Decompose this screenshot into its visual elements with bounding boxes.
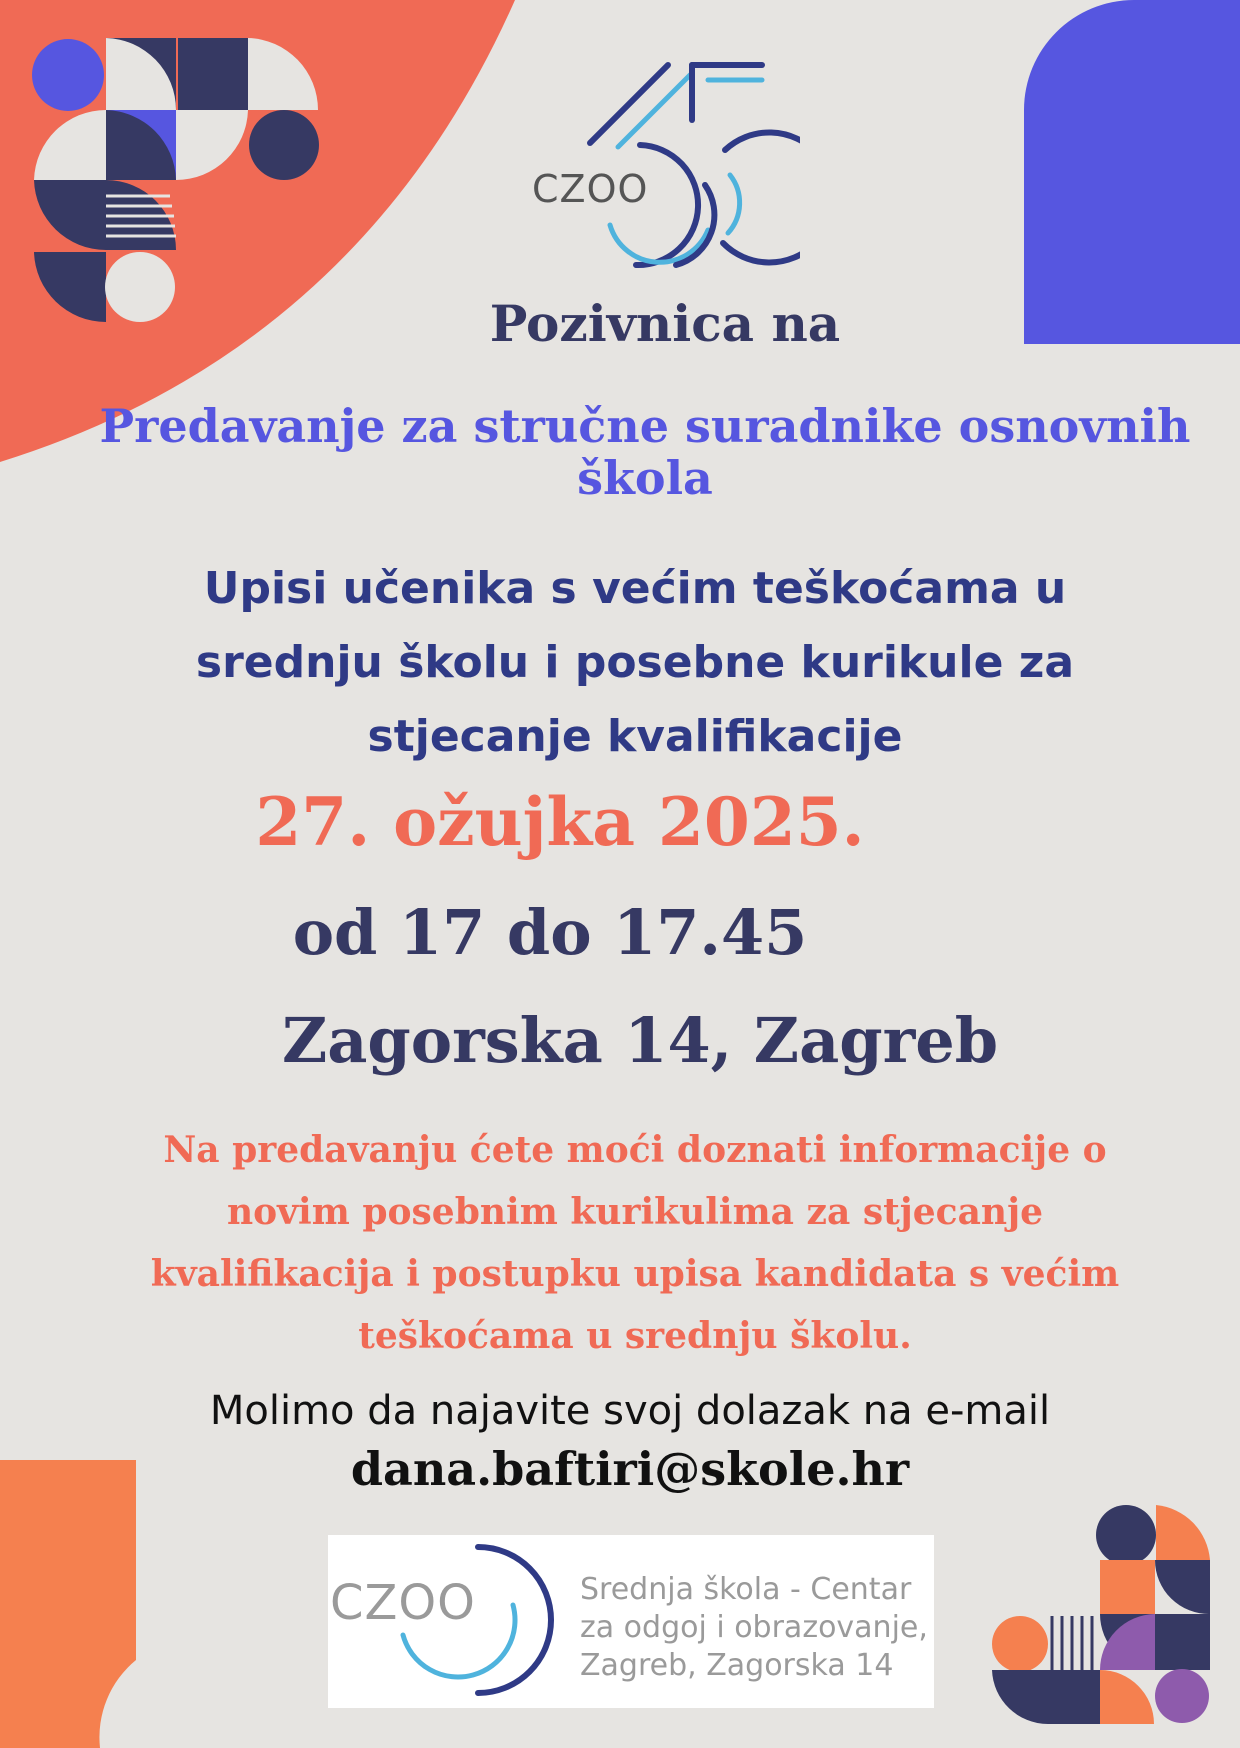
logo-65-graphic (540, 55, 800, 275)
corner-decoration-bottom-left (0, 1460, 140, 1748)
event-time: od 17 do 17.45 (292, 896, 808, 969)
institution-address: Srednja škola - Centar za odgoj i obrazovanje, Zagreb, Zagorska 14 (580, 1572, 928, 1683)
logo-czoo-text: CZOO (532, 167, 649, 211)
event-type-heading: Predavanje za stručne suradnike osnovnih škola (99, 399, 1191, 505)
rsvp-instruction: Molimo da najavite svoj dolazak na e-mail (209, 1388, 1051, 1434)
rsvp-email-link[interactable]: dana.baftiri@skole.hr (350, 1442, 910, 1496)
lecture-topic: Upisi učenika s većim teškoćama u srednju školu i posebne kurikule za stjecanje kvalifikacije (195, 563, 1075, 762)
event-location: Zagorska 14, Zagreb (281, 1004, 999, 1077)
footer-logo-czoo-text: CZOO (330, 1575, 476, 1631)
corner-decoration-bottom-right (990, 1500, 1215, 1725)
czoo-65-logo (532, 55, 800, 275)
invitation-label: Pozivnica na (489, 294, 841, 353)
event-date: 27. ožujka 2025. (255, 783, 865, 861)
institution-footer-card (328, 1535, 934, 1708)
event-description: Na predavanju ćete moći doznati informacije o novim posebnim kurikulima za stjecanje kvalifikacija i postupku upisa kandidata s većim teškoćama u srednju školu. (150, 1129, 1120, 1357)
